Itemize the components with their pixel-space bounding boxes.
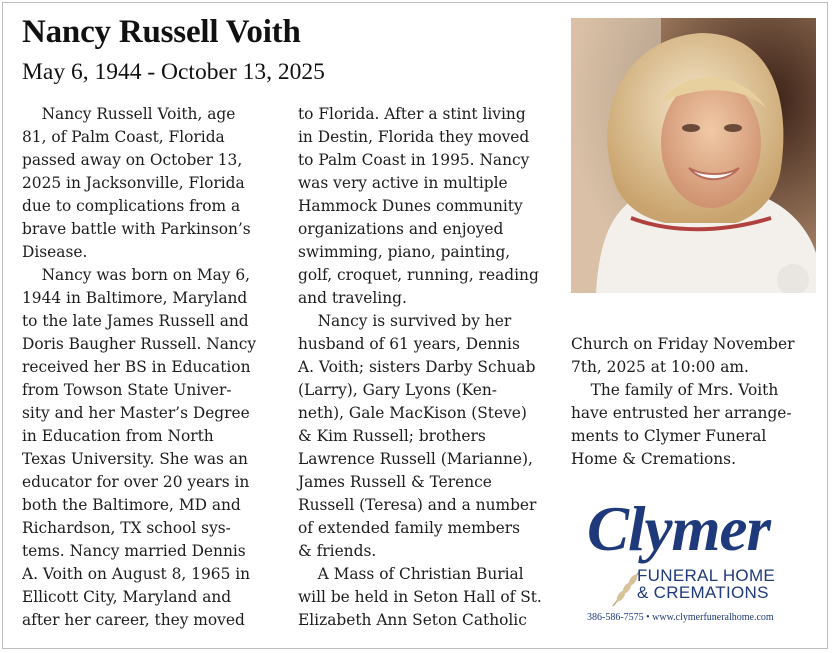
- text-line: in Destin, Florida they moved: [298, 128, 530, 146]
- text-line: husband of 61 years, Dennis: [298, 335, 520, 353]
- text-line: to Palm Coast in 1995. Nancy: [298, 151, 530, 169]
- text-line: in Education from North: [22, 427, 214, 445]
- text-line: tems. Nancy married Dennis: [22, 542, 246, 560]
- text-line: Nancy was born on May 6,: [22, 266, 251, 284]
- text-line: Russell (Teresa) and a number: [298, 496, 537, 514]
- text-line: & friends.: [298, 542, 377, 560]
- logo-cremations: & CREMATIONS: [637, 583, 769, 602]
- text-line: sity and her Master’s Degree: [22, 404, 250, 422]
- text-line: 1944 in Baltimore, Maryland: [22, 289, 248, 307]
- text-line: & Kim Russell; brothers: [298, 427, 486, 445]
- text-line: The family of Mrs. Voith: [571, 381, 779, 399]
- text-line: due to complications from a: [22, 197, 241, 215]
- logo-contact: 386-586-7575 • www.clymerfuneralhome.com: [587, 612, 774, 623]
- text-line: Ellicott City, Maryland and: [22, 588, 232, 606]
- text-line: A. Voith; sisters Darby Schuab: [298, 358, 536, 376]
- text-line: Lawrence Russell (Marianne),: [298, 450, 533, 468]
- text-line: after her career, they moved: [22, 611, 245, 629]
- text-line: to the late James Russell and: [22, 312, 249, 330]
- obituary-name: Nancy Russell Voith: [22, 14, 301, 50]
- text-line: Texas University. She was an: [22, 450, 248, 468]
- text-line: (Larry), Gary Lyons (Ken-: [298, 381, 497, 399]
- text-line: golf, croquet, running, reading: [298, 266, 539, 284]
- logo-wordmark: Clymer: [587, 494, 770, 564]
- text-line: received her BS in Education: [22, 358, 251, 376]
- text-line: Doris Baugher Russell. Nancy: [22, 335, 257, 353]
- text-line: organizations and enjoyed: [298, 220, 504, 238]
- text-line: of extended family members: [298, 519, 520, 537]
- text-line: educator for over 20 years in: [22, 473, 250, 491]
- text-line: passed away on October 13,: [22, 151, 243, 169]
- text-line: will be held in Seton Hall of St.: [298, 588, 542, 606]
- text-line: Richardson, TX school sys-: [22, 519, 231, 537]
- text-line: swimming, piano, painting,: [298, 243, 511, 261]
- text-line: ments to Clymer Funeral: [571, 427, 767, 445]
- text-line: Disease.: [22, 243, 88, 261]
- text-line: A Mass of Christian Burial: [298, 565, 524, 583]
- logo-funeral-home: FUNERAL HOME: [637, 566, 776, 585]
- text-line: have entrusted her arrange-: [571, 404, 792, 422]
- text-line: Elizabeth Ann Seton Catholic: [298, 611, 527, 629]
- text-line: 7th, 2025 at 10:00 am.: [571, 358, 749, 376]
- text-line: was very active in multiple: [298, 174, 508, 192]
- text-line: Home & Cremations.: [571, 450, 736, 468]
- text-line: and traveling.: [298, 289, 407, 307]
- text-line: James Russell & Terence: [298, 473, 492, 491]
- text-line: Hammock Dunes community: [298, 197, 523, 215]
- text-line: 2025 in Jacksonville, Florida: [22, 174, 245, 192]
- text-line: both the Baltimore, MD and: [22, 496, 241, 514]
- text-column-3: [571, 333, 816, 471]
- text-line: A. Voith on August 8, 1965 in: [22, 565, 251, 583]
- text-line: Nancy is survived by her: [298, 312, 512, 330]
- text-line: Nancy Russell Voith, age: [22, 105, 236, 123]
- text-column-1: [22, 103, 272, 632]
- text-line: from Towson State Univer-: [22, 381, 232, 399]
- text-line: neth), Gale MacKison (Steve): [298, 404, 527, 422]
- portrait-photo: [571, 18, 816, 293]
- text-line: 81, of Palm Coast, Florida: [22, 128, 225, 146]
- text-line: brave battle with Parkinson’s: [22, 220, 251, 238]
- text-line: Church on Friday November: [571, 335, 795, 353]
- obituary-dates: May 6, 1944 - October 13, 2025: [22, 59, 325, 85]
- text-line: to Florida. After a stint living: [298, 105, 526, 123]
- text-column-2: [298, 103, 548, 632]
- clymer-logo: [587, 494, 807, 633]
